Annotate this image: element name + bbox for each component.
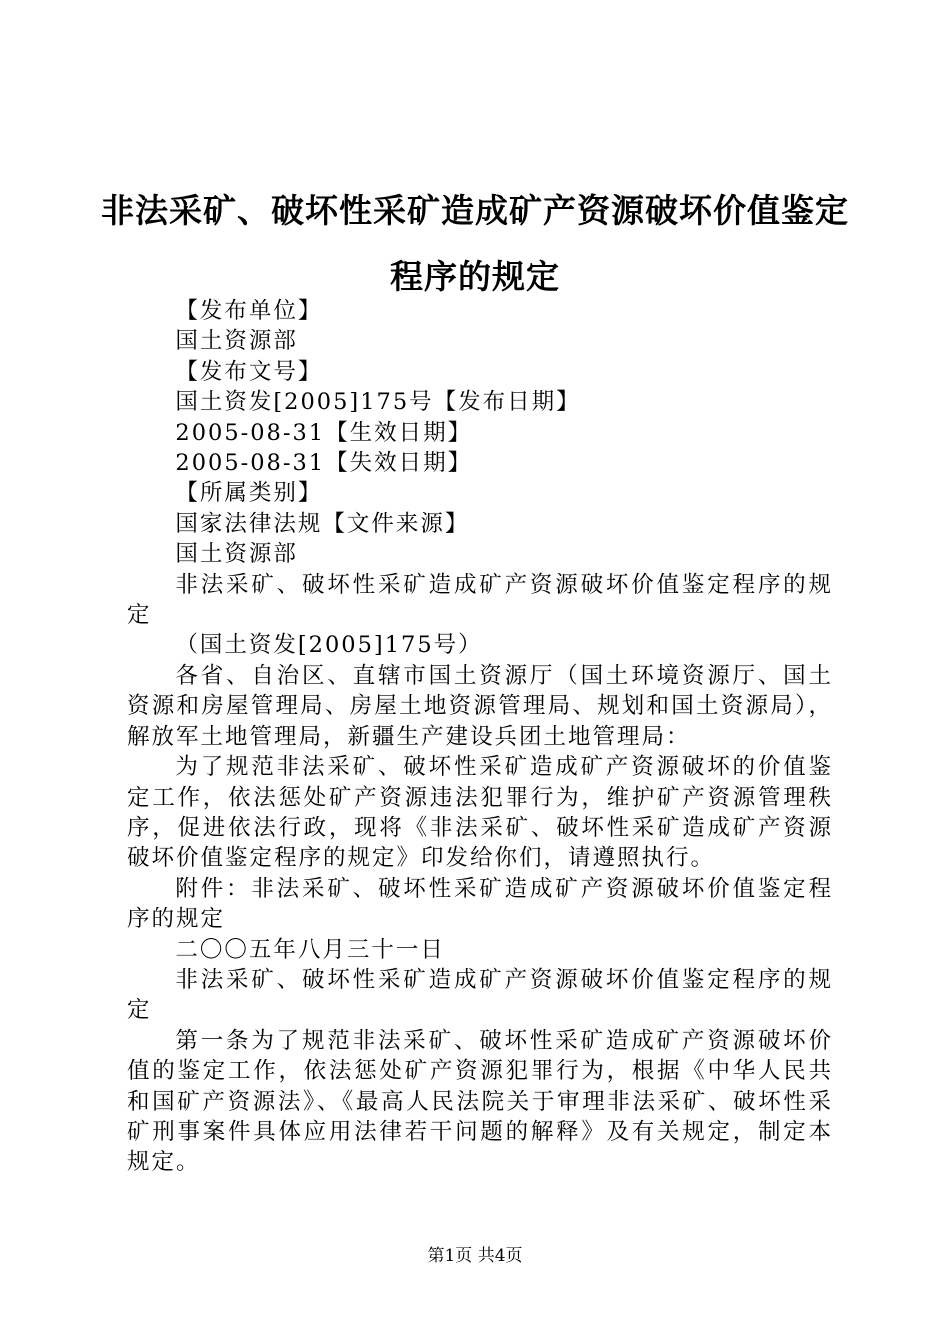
- meta-value-doc-number: 国土资发[2005]175号【发布日期】: [175, 389, 581, 416]
- document-body: [127, 296, 833, 1178]
- notice-body: 为了规范非法采矿、破坏性采矿造成矿产资源破坏的价值鉴定工作，依法惩处矿产资源违法犯罪行为，维护矿产资源管理秩序，促进依法行政，现将《非法采矿、破坏性采矿造成矿产资源破坏价值鉴定程序的规定》印发给你们，请遵照执行。: [127, 754, 833, 872]
- notice-attachment: 附件：非法采矿、破坏性采矿造成矿产资源破坏价值鉴定程序的规定: [127, 875, 833, 933]
- notice-date: 二〇〇五年八月三十一日: [175, 936, 445, 963]
- notice-number: （国土资发[2005]175号）: [175, 632, 483, 659]
- notice-addressees: 各省、自治区、直辖市国土资源厅（国土环境资源厅、国土资源和房屋管理局、房屋土地资源管理局、规划和国土资源局），解放军土地管理局，新疆生产建设兵团土地管理局：: [127, 662, 833, 750]
- notice-title: 非法采矿、破坏性采矿造成矿产资源破坏价值鉴定程序的规定: [127, 571, 833, 629]
- page-footer: 第1页 共4页: [427, 1246, 523, 1266]
- article-1: 第一条为了规范非法采矿、破坏性采矿造成矿产资源破坏价值的鉴定工作，依法惩处矿产资源犯罪行为，根据《中华人民共和国矿产资源法》、《最高人民法院关于审理非法采矿、破坏性采矿刑事案件具体应用法律若干问题的解释》及有关规定，制定本规定。: [127, 1027, 833, 1176]
- document-title: 非法采矿、破坏性采矿造成矿产资源破坏价值鉴定程序的规定: [101, 191, 849, 296]
- meta-label-publisher: 【发布单位】: [175, 298, 323, 324]
- meta-value-category: 国家法律法规【文件来源】: [175, 510, 470, 537]
- meta-label-category: 【所属类别】: [175, 480, 323, 507]
- regulation-title: 非法采矿、破坏性采矿造成矿产资源破坏价值鉴定程序的规定: [127, 966, 833, 1024]
- meta-value-publish-date: 2005-08-31【生效日期】: [175, 419, 473, 446]
- meta-value-publisher: 国土资源部: [175, 328, 298, 355]
- meta-value-effective-date: 2005-08-31【失效日期】: [175, 450, 473, 477]
- meta-label-doc-number: 【发布文号】: [175, 358, 323, 385]
- meta-value-source: 国土资源部: [175, 541, 298, 568]
